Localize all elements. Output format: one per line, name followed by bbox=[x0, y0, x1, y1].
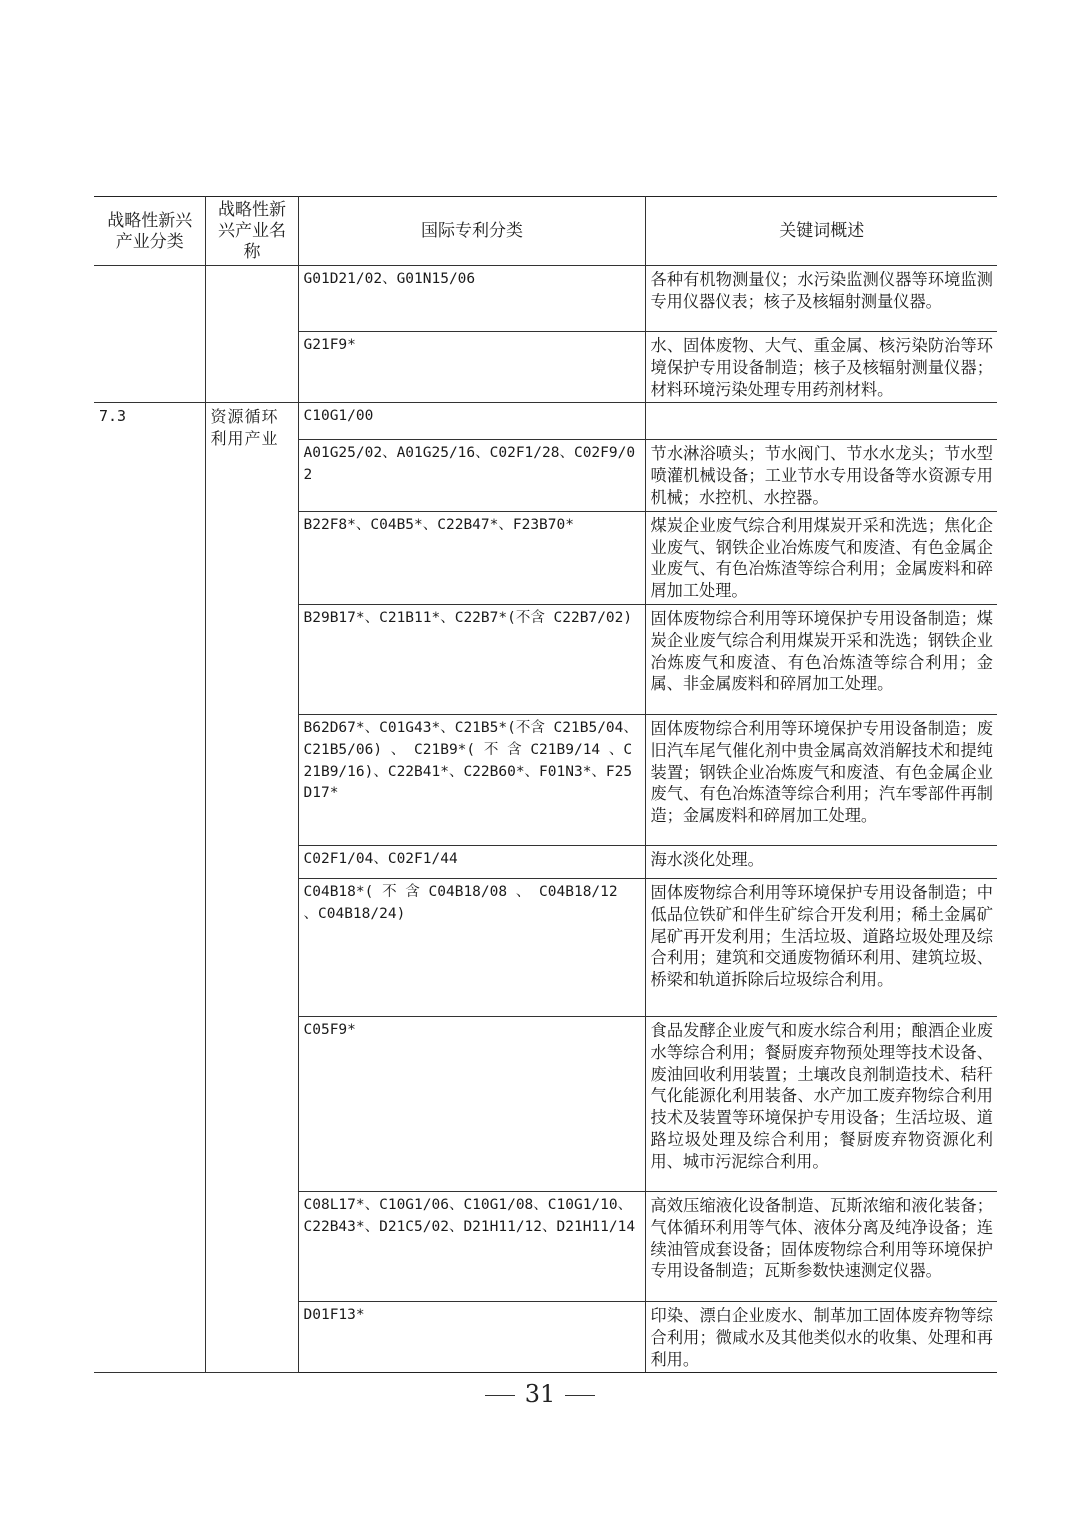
header-keywords: 关键词概述 bbox=[645, 197, 997, 266]
keywords-cell: 高效压缩液化设备制造、瓦斯浓缩和液化装备；气体循环利用等气体、液体分离及纯净设备；连续油管成套设备；固体废物综合利用等环境保护专用设备制造；瓦斯参数快速测定仪器。 bbox=[645, 1191, 997, 1301]
keywords-cell: 固体废物综合利用等环境保护专用设备制造；废旧汽车尾气催化剂中贵金属高效消解技术和提纯装置；钢铁企业冶炼废气和废渣、有色金属企业废气、有色冶炼渣等综合利用；汽车零部件再制造；金属废料和碎屑加工处理。 bbox=[645, 714, 997, 845]
industry-category-cell: 7.3 bbox=[94, 403, 205, 1373]
keywords-cell: 固体废物综合利用等环境保护专用设备制造；中低品位铁矿和伴生矿综合开发利用；稀土金属矿尾矿再开发利用；生活垃圾、道路垃圾处理及综合利用；建筑和交通废物循环利用、建筑垃圾、桥梁和轨道拆除后垃圾综合利用。 bbox=[645, 878, 997, 1016]
ipc-cell: C08L17*、C10G1/06、C10G1/08、C10G1/10、C22B43*、D21C5/02、D21H11/12、D21H11/14 bbox=[298, 1191, 645, 1301]
ipc-cell: B62D67*、C01G43*、C21B5*(不含 C21B5/04、C21B5/06) 、 C21B9*( 不 含 C21B9/14 、C21B9/16)、C22B41*、C22B60*、F01N3*、F25D17* bbox=[298, 714, 645, 845]
keywords-cell: 水、固体废物、大气、重金属、核污染防治等环境保护专用设备制造；核子及核辐射测量仪器；材料环境污染处理专用药剂材料。 bbox=[645, 332, 997, 403]
classification-table bbox=[94, 196, 997, 1373]
industry-name-cell: 资源循环利用产业 bbox=[205, 403, 298, 1373]
ipc-cell: G01D21/02、G01N15/06 bbox=[298, 266, 645, 332]
table-row bbox=[94, 403, 997, 440]
keywords-cell: 印染、漂白企业废水、制革加工固体废弃物等综合利用；微咸水及其他类似水的收集、处理和再利用。 bbox=[645, 1301, 997, 1372]
keywords-cell: 节水淋浴喷头；节水阀门、节水水龙头；节水型喷灌机械设备；工业节水专用设备等水资源专用机械；水控机、水控器。 bbox=[645, 440, 997, 511]
header-row bbox=[94, 197, 997, 266]
ipc-cell: C02F1/04、C02F1/44 bbox=[298, 845, 645, 878]
ipc-cell: A01G25/02、A01G25/16、C02F1/28、C02F9/02 bbox=[298, 440, 645, 511]
keywords-cell: 食品发酵企业废气和废水综合利用；酿酒企业废水等综合利用；餐厨废弃物预处理等技术设备、废油回收利用装置；土壤改良剂制造技术、秸秆气化能源化利用装备、水产加工废弃物综合利用技术及装置等环境保护专用设备；生活垃圾、道路垃圾处理及综合利用；餐厨废弃物资源化利用、城市污泥综合利用。 bbox=[645, 1016, 997, 1191]
keywords-cell: 各种有机物测量仪；水污染监测仪器等环境监测专用仪器仪表；核子及核辐射测量仪器。 bbox=[645, 266, 997, 332]
ipc-cell: C04B18*( 不 含 C04B18/08 、 C04B18/12 、C04B18/24) bbox=[298, 878, 645, 1016]
keywords-cell: 海水淡化处理。 bbox=[645, 845, 997, 878]
header-industry-category: 战略性新兴产业分类 bbox=[94, 197, 205, 266]
ipc-cell: C05F9* bbox=[298, 1016, 645, 1191]
table-row bbox=[94, 266, 997, 332]
ipc-cell: B29B17*、C21B11*、C22B7*(不含 C22B7/02) bbox=[298, 604, 645, 714]
industry-name-cell bbox=[205, 266, 298, 403]
page-number-dash-left bbox=[485, 1395, 515, 1396]
table-body bbox=[94, 266, 997, 1373]
table-header bbox=[94, 197, 997, 266]
keywords-cell: 固体废物综合利用等环境保护专用设备制造；煤炭企业废气综合利用煤炭开采和洗选；钢铁企业冶炼废气和废渣、有色冶炼渣等综合利用；金属、非金属废料和碎屑加工处理。 bbox=[645, 604, 997, 714]
industry-category-cell bbox=[94, 266, 205, 403]
keywords-cell: 煤炭企业废气综合利用煤炭开采和洗选；焦化企业废气、钢铁企业冶炼废气和废渣、有色金属企业废气、有色冶炼渣等综合利用；金属废料和碎屑加工处理。 bbox=[645, 511, 997, 604]
page-number bbox=[0, 1380, 1080, 1408]
header-ipc: 国际专利分类 bbox=[298, 197, 645, 266]
ipc-cell: B22F8*、C04B5*、C22B47*、F23B70* bbox=[298, 511, 645, 604]
ipc-cell: D01F13* bbox=[298, 1301, 645, 1372]
header-industry-name: 战略性新兴产业名称 bbox=[205, 197, 298, 266]
page-number-dash-right bbox=[565, 1395, 595, 1396]
classification-table-container bbox=[94, 196, 997, 1373]
ipc-cell: G21F9* bbox=[298, 332, 645, 403]
page-number-value: 31 bbox=[524, 1380, 556, 1408]
keywords-cell bbox=[645, 403, 997, 440]
ipc-cell: C10G1/00 bbox=[298, 403, 645, 440]
